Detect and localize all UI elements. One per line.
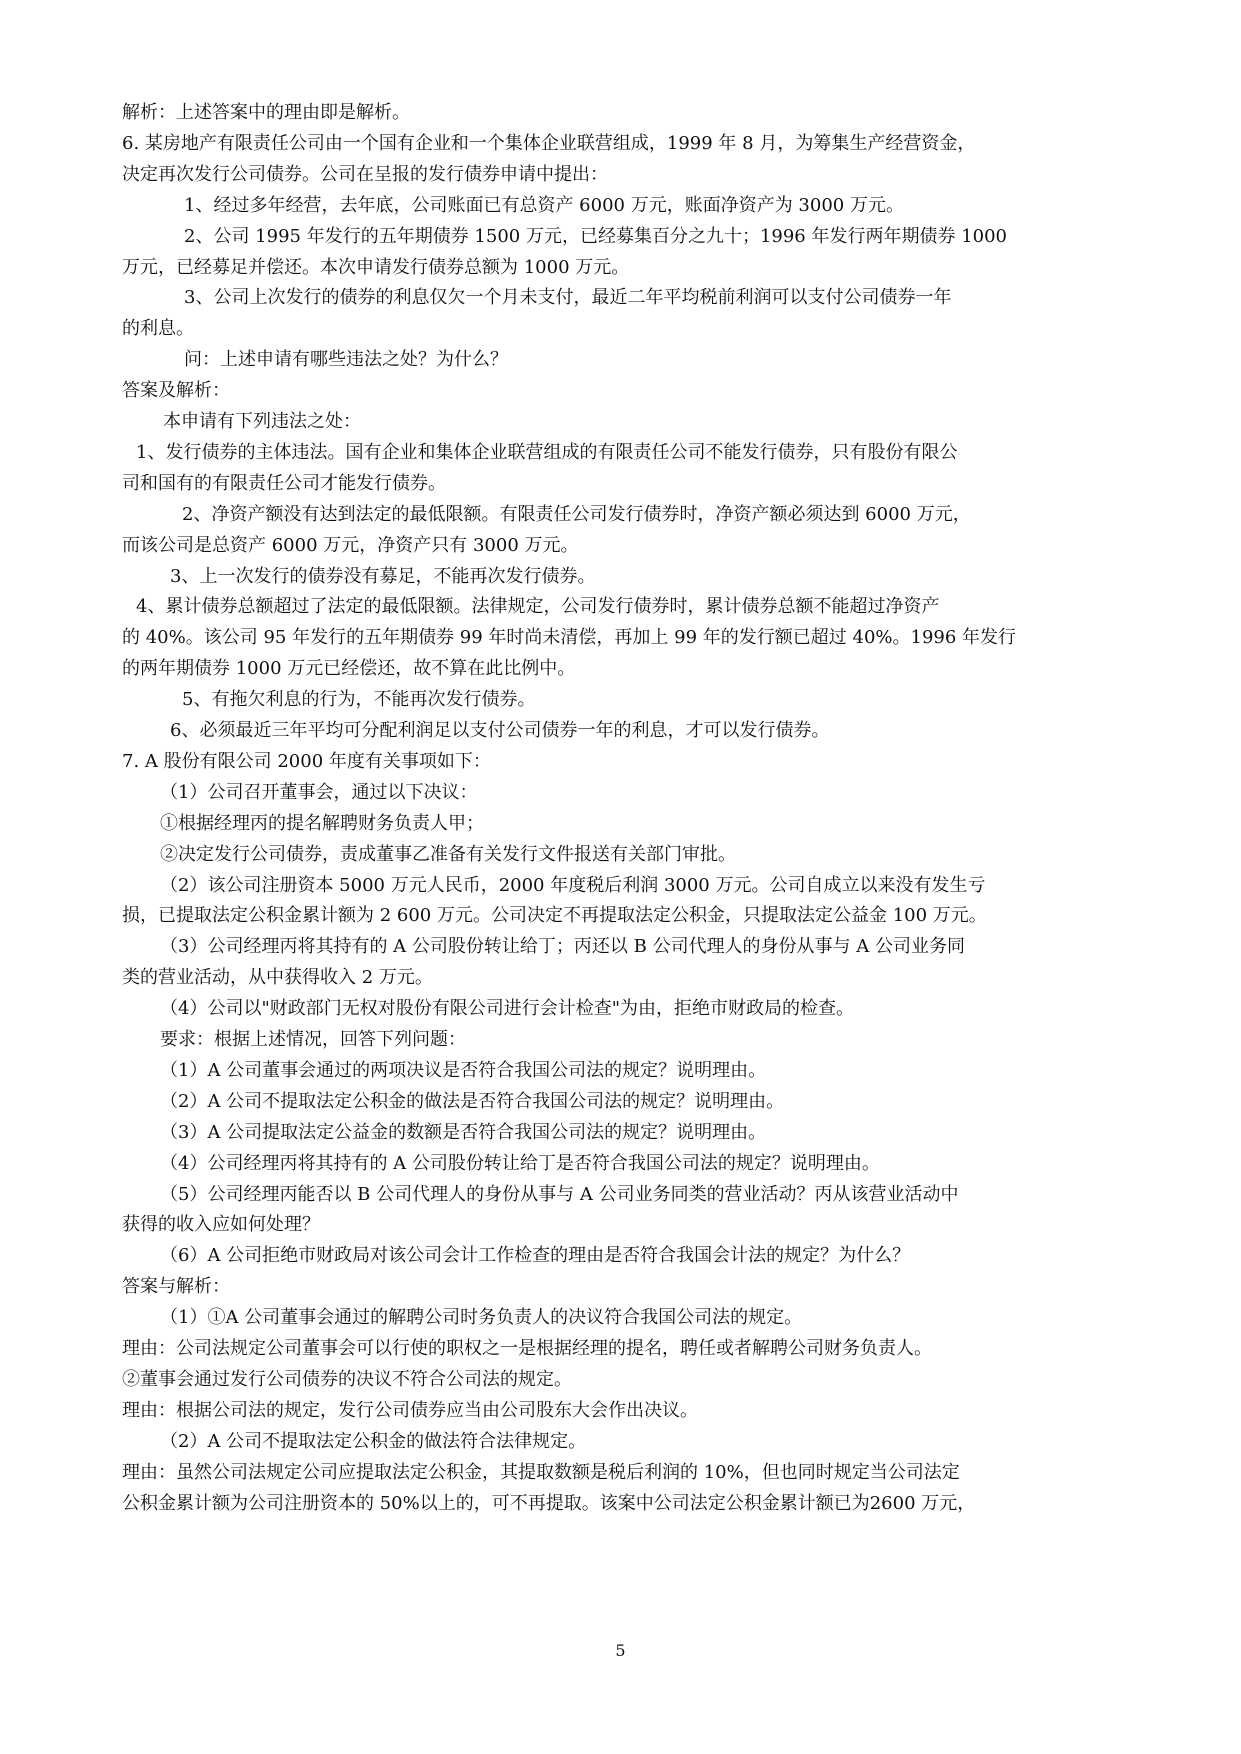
- text-line: 解析：上述答案中的理由即是解析。: [122, 102, 410, 123]
- text-line: 2、净资产额没有达到法定的最低限额。有限责任公司发行债券时，净资产额必须达到 6000 万元，: [182, 504, 971, 525]
- text-line: （6）A 公司拒绝市财政局对该公司会计工作检查的理由是否符合我国会计法的规定？为什么？: [160, 1245, 911, 1266]
- text-line: 的利息。: [122, 318, 194, 339]
- text-line: ①根据经理丙的提名解聘财务负责人甲；: [160, 813, 484, 834]
- text-line: 损，已提取法定公积金累计额为 2 600 万元。公司决定不再提取法定公积金，只提取法定公益金 100 万元。: [122, 905, 987, 926]
- text-line: 3、上一次发行的债券没有募足，不能再次发行债券。: [170, 566, 596, 587]
- text-line: （1）①A 公司董事会通过的解聘公司时务负责人的决议符合我国公司法的规定。: [160, 1307, 803, 1328]
- text-line: （2）A 公司不提取法定公积金的做法是否符合我国公司法的规定？说明理由。: [160, 1091, 785, 1112]
- text-line: （4）公司以"财政部门无权对股份有限公司进行会计检查"为由，拒绝市财政局的检查。: [160, 998, 855, 1019]
- text-line: 类的营业活动，从中获得收入 2 万元。: [122, 967, 433, 988]
- text-line: （2）A 公司不提取法定公积金的做法符合法律规定。: [160, 1431, 587, 1452]
- text-line: （1）公司召开董事会，通过以下决议：: [160, 782, 478, 803]
- text-line: 获得的收入应如何处理？: [122, 1214, 320, 1235]
- text-line: 而该公司是总资产 6000 万元，净资产只有 3000 万元。: [122, 535, 579, 556]
- text-line: 3、公司上次发行的债券的利息仅欠一个月未支付，最近二年平均税前利润可以支付公司债券一年: [184, 287, 952, 308]
- text-line: 问：上述申请有哪些违法之处？为什么？: [184, 349, 508, 370]
- text-line: 6. 某房地产有限责任公司由一个国有企业和一个集体企业联营组成，1999 年 8 月，为筹集生产经营资金，: [122, 133, 976, 154]
- text-line: ②决定发行公司债券，责成董事乙准备有关发行文件报送有关部门审批。: [160, 844, 736, 865]
- text-line: 要求：根据上述情况，回答下列问题：: [160, 1029, 466, 1050]
- text-line: 答案及解析：: [122, 380, 230, 401]
- text-line: （2）该公司注册资本 5000 万元人民币，2000 年度税后利润 3000 万元。公司自成立以来没有发生亏: [160, 875, 986, 896]
- text-line: 理由：虽然公司法规定公司应提取法定公积金，其提取数额是税后利润的 10%，但也同时规定当公司法定: [122, 1462, 960, 1483]
- text-line: （5）公司经理丙能否以 B 公司代理人的身份从事与 A 公司业务同类的营业活动？丙从该营业活动中: [160, 1184, 959, 1205]
- text-line: 7. A 股份有限公司 2000 年度有关事项如下：: [122, 751, 491, 772]
- text-line: 5、有拖欠利息的行为，不能再次发行债券。: [182, 689, 536, 710]
- text-line: 公积金累计额为公司注册资本的 50%以上的，可不再提取。该案中公司法定公积金累计额已为2600 万元，: [122, 1493, 976, 1514]
- page-number: 5: [615, 1641, 626, 1660]
- text-line: 的两年期债券 1000 万元已经偿还，故不算在此比例中。: [122, 658, 576, 679]
- text-line: （3）公司经理丙将其持有的 A 公司股份转让给丁；丙还以 B 公司代理人的身份从事与 A 公司业务同: [160, 936, 966, 957]
- text-line: （4）公司经理丙将其持有的 A 公司股份转让给丁是否符合我国公司法的规定？说明理由。: [160, 1153, 880, 1174]
- text-line: 2、公司 1995 年发行的五年期债券 1500 万元，已经募集百分之九十；1996 年发行两年期债券 1000: [184, 226, 1008, 247]
- text-line: （1）A 公司董事会通过的两项决议是否符合我国公司法的规定？说明理由。: [160, 1060, 767, 1081]
- text-line: 的 40%。该公司 95 年发行的五年期债券 99 年时尚未清偿，再加上 99 年的发行额已超过 40%。1996 年发行: [122, 627, 1017, 648]
- text-line: 司和国有的有限责任公司才能发行债券。: [122, 473, 446, 494]
- text-line: 1、发行债券的主体违法。国有企业和集体企业联营组成的有限责任公司不能发行债券，只有股份有限公: [136, 442, 958, 463]
- text-line: 4、累计债券总额超过了法定的最低限额。法律规定，公司发行债券时，累计债券总额不能超过净资产: [136, 596, 940, 617]
- text-line: 理由：公司法规定公司董事会可以行使的职权之一是根据经理的提名，聘任或者解聘公司财务负责人。: [122, 1338, 932, 1359]
- text-line: ②董事会通过发行公司债券的决议不符合公司法的规定。: [122, 1369, 572, 1390]
- text-line: 1、经过多年经营，去年底，公司账面已有总资产 6000 万元，账面净资产为 3000 万元。: [184, 195, 904, 216]
- text-line: 理由：根据公司法的规定，发行公司债券应当由公司股东大会作出决议。: [122, 1400, 698, 1421]
- text-line: （3）A 公司提取法定公益金的数额是否符合我国公司法的规定？说明理由。: [160, 1122, 767, 1143]
- text-line: 万元，已经募足并偿还。本次申请发行债券总额为 1000 万元。: [122, 257, 630, 278]
- text-line: 6、必须最近三年平均可分配利润足以支付公司债券一年的利息，才可以发行债券。: [170, 720, 830, 741]
- text-line: 决定再次发行公司债券。公司在呈报的发行债券申请中提出：: [122, 164, 608, 185]
- text-line: 本申请有下列违法之处：: [163, 411, 361, 432]
- text-line: 答案与解析：: [122, 1276, 230, 1297]
